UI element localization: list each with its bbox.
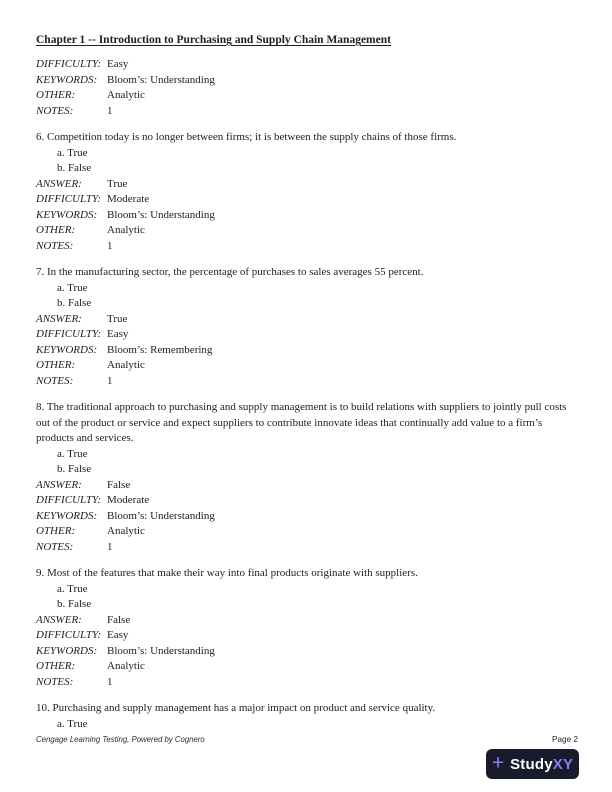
question-text: 8. The traditional approach to purchasing and supply management is to build relations with suppliers to jointly pull costs out of the product or service and expect suppliers to contribute innovate ideas that continually add value to a firm’s products and services. [36,401,567,444]
meta-row [36,493,576,509]
meta-row [36,104,576,120]
studyxy-badge [486,749,579,779]
meta-row [36,327,576,343]
page-footer [36,735,578,744]
meta-label: OTHER: [36,660,76,672]
meta-value: Easy [107,58,129,70]
meta-label: NOTES: [36,374,74,387]
meta-row [36,524,576,540]
meta-row [36,478,576,494]
meta-value: 1 [107,675,113,688]
meta-value: Bloom’s: Understanding [107,73,215,86]
meta-value: False [107,478,131,491]
meta-row [36,613,576,629]
meta-row [36,675,576,691]
option-false: b. False [57,162,92,174]
meta-row [36,659,576,675]
meta-row [36,343,576,359]
meta-row [36,374,576,390]
meta-label: NOTES: [36,540,74,553]
option-false: b. False [57,297,92,309]
meta-label: ANSWER: [36,177,82,190]
option-true: a. True [57,447,88,460]
question-meta [36,177,576,255]
question-7 [36,265,576,389]
meta-row [36,192,576,208]
meta-label: DIFFICULTY: [36,58,102,70]
meta-label: ANSWER: [36,613,82,626]
question-text: 9. Most of the features that make their way into final products originate with suppliers. [36,567,418,579]
meta-label: KEYWORDS: [36,644,98,657]
meta-row [36,223,576,239]
meta-row [36,88,576,104]
meta-value: Easy [107,629,129,641]
meta-value: 1 [107,104,113,117]
question-text: 10. Purchasing and supply management has a major impact on product and service quality. [36,702,436,714]
option-true: a. True [57,717,88,730]
meta-label: NOTES: [36,104,74,117]
meta-value: Analytic [107,224,145,236]
meta-value: 1 [107,374,113,387]
option-true: a. True [57,146,88,159]
meta-value: Bloom’s: Understanding [107,509,215,522]
carryover-meta [36,57,576,119]
question-meta [36,478,576,556]
meta-label: KEYWORDS: [36,208,98,221]
option-true: a. True [57,582,88,595]
meta-label: DIFFICULTY: [36,328,102,340]
meta-label: DIFFICULTY: [36,494,102,506]
meta-label: ANSWER: [36,312,82,325]
meta-value: Bloom’s: Understanding [107,208,215,221]
question-text: 7. In the manufacturing sector, the percentage of purchases to sales averages 55 percent. [36,266,424,278]
meta-row [36,628,576,644]
option-false: b. False [57,463,92,475]
meta-value: True [107,177,128,190]
meta-label: ANSWER: [36,478,82,491]
meta-row [36,57,576,73]
meta-row [36,177,576,193]
meta-row [36,208,576,224]
meta-label: KEYWORDS: [36,73,98,86]
meta-value: Analytic [107,660,145,672]
meta-label: OTHER: [36,224,76,236]
meta-label: OTHER: [36,359,76,371]
meta-value: Moderate [107,193,150,205]
meta-value: 1 [107,239,113,252]
footer-source: Cengage Learning Testing, Powered by Cognero [36,735,205,744]
meta-value: Bloom’s: Understanding [107,644,215,657]
meta-label: DIFFICULTY: [36,193,102,205]
question-text: 6. Competition today is no longer between firms; it is between the supply chains of those firms. [36,131,457,143]
brand-primary: Study [510,755,553,773]
meta-value: 1 [107,540,113,553]
meta-label: KEYWORDS: [36,343,98,356]
option-false: b. False [57,598,92,610]
meta-label: OTHER: [36,89,76,101]
question-meta [36,613,576,691]
meta-row [36,239,576,255]
meta-row [36,540,576,556]
meta-value: Analytic [107,89,145,101]
option-true: a. True [57,281,88,294]
question-meta [36,312,576,390]
meta-value: False [107,613,131,626]
meta-value: Bloom’s: Remembering [107,343,213,356]
meta-label: NOTES: [36,239,74,252]
meta-value: Easy [107,328,129,340]
meta-label: DIFFICULTY: [36,629,102,641]
question-6 [36,130,576,254]
brand-accent: XY [552,755,574,773]
meta-row [36,644,576,660]
question-8 [36,400,576,555]
meta-label: KEYWORDS: [36,509,98,522]
chapter-title: Chapter 1 -- Introduction to Purchasing and Supply Chain Management [36,34,391,46]
question-10 [36,701,576,732]
page-number: Page 2 [552,735,578,744]
meta-value: Analytic [107,359,145,371]
meta-label: NOTES: [36,675,74,688]
question-9 [36,566,576,690]
meta-row [36,312,576,328]
brand-wordmark [510,756,573,773]
meta-label: OTHER: [36,525,76,537]
meta-row [36,73,576,89]
meta-value: True [107,312,128,325]
plus-icon: + [491,751,505,774]
meta-value: Analytic [107,525,145,537]
meta-value: Moderate [107,494,150,506]
meta-row [36,509,576,525]
meta-row [36,358,576,374]
